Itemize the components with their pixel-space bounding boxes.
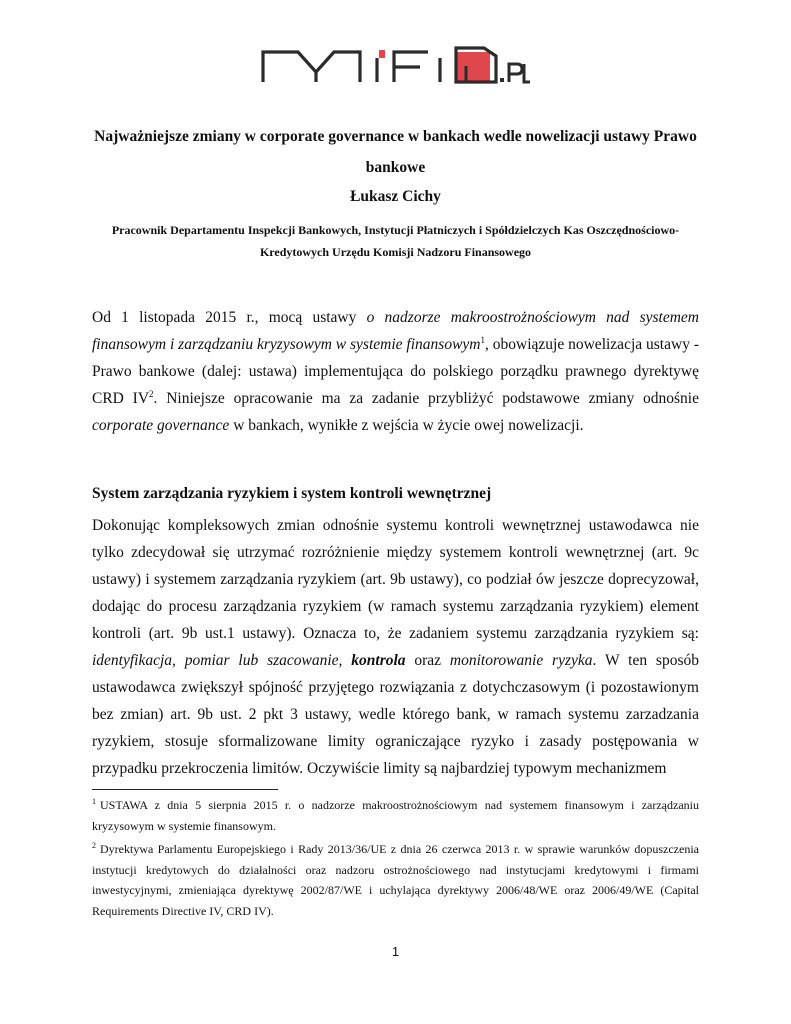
page-number: 1 — [391, 944, 400, 959]
author-name: Łukasz Cichy — [350, 188, 441, 205]
author-affiliation: Pracownik Departamentu Inspekcji Bankowych, Instytucji Płatniczych i Spółdzielczych Kas Oszczędnościowo-Kredytowych Urzędu Komisji Nadzoru Finansowego — [111, 223, 680, 259]
document-title: Najważniejsze zmiany w corporate governance w bankach wedle nowelizacji ustawy Prawo bankowe — [94, 128, 697, 176]
footnote-ref-2[interactable]: 2 — [149, 389, 154, 399]
footnote-1: $^1$ USTAWA z dnia 5 sierpnia 2015 r. o nadzorze makroostrożnościowym nad systemem finansowym i zarządzaniu kryzysowym w systemie finansowym. — [92, 797, 699, 833]
intro-paragraph: Od 1 listopada 2015 r., mocą ustawy o nadzorze makroostrożnościowym nad systemem finansowym i zarządzaniu kryzysowym w systemie finansowym$^1$, obowiązuje nowelizacja ustawy - Prawo bankowe (dalej: ustawa) implementująca do polskiego porządku prawnego dyrektywę CRD $IV^2$. Niniejsze opracowanie ma za zadanie przybliżyć podstawowe zmiany odnośnie corporate governance w bankach, wynikłe z wejścia w życie owej nowelizacji. — [92, 309, 699, 434]
body-paragraph: Dokonując kompleksowych zmian odnośnie systemu kontroli wewnętrznej ustawodawca nie tylko zdecydował się utrzymać rozróżnienie między systemem kontroli wewnętrznej (art. 9c ustawy) i systemem zarządzania ryzykiem (art. 9b ustawy), co podział ów jeszcze doprecyzował, dodając do procesu zarządzania ryzykiem (w ramach systemu zarządzania ryzykiem) element kontroli (art. 9b ust.1 ustawy). Oznacza to, że zadaniem systemu zarządzania ryzykiem są: identyfikacja, pomiar lub szacowanie, kontrola oraz monitorowanie ryzyka. W ten sposób ustawodawca zwiększył spójność przyjętego rozwiązania z dotychczasowym (i pozostawionym bez zmian) art. 9b ust. 2 pkt 3 ustawy, wedle którego bank, w ramach systemu zarzadzania ryzykiem, stosuje sformalizowane limity ograniczające ryzyko i zasady postępowania w przypadku przekroczenia limitów. Oczywiście limity są najbardziej typowym mechanizmem — [92, 517, 699, 777]
footnote-2: $^2$ Dyrektywa Parlamentu Europejskiego i Rady 2013/36/UE z dnia 26 czerwca 2013 r. w sprawie warunków dopuszczenia instytucji kredytowych do działalności oraz nadzoru ostrożnościowego nad instytucjami kredytowymi i firmami inwestycyjnymi, zmieniająca dyrektywę 2002/87/WE i uchylająca dyrektywy 2006/48/WE oraz 2006/49/WE (Capital Requirements Directive IV, CRD IV). — [92, 841, 699, 918]
footnote-ref-1[interactable]: 1 — [480, 335, 485, 345]
mifid-logo — [260, 42, 530, 90]
footnote-separator — [92, 789, 278, 790]
section-heading: System zarządzania ryzykiem i system kontroli wewnętrznej — [92, 485, 492, 502]
